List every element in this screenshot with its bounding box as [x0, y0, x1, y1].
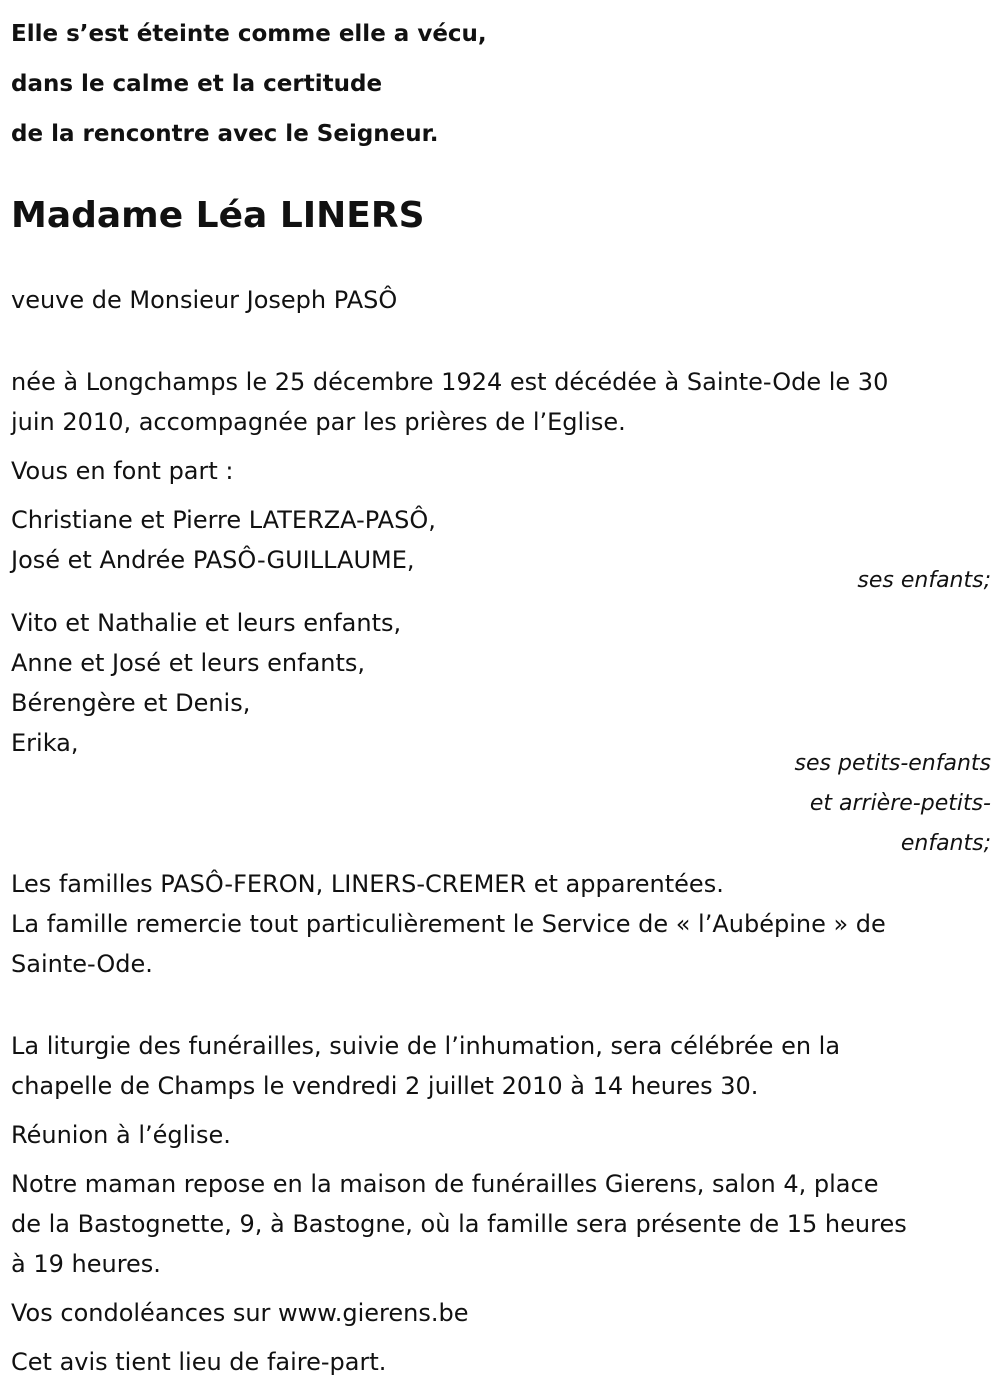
birth-death-line-2: juin 2010, accompagnée par les prières de l’Eglise. [11, 408, 626, 436]
thanks-paragraph [11, 904, 991, 984]
birth-death-paragraph [11, 362, 991, 442]
grandchildren-list [11, 603, 991, 763]
widow-of-line: veuve de Monsieur Joseph PASÔ [11, 286, 398, 314]
resting-line-1: Notre maman repose en la maison de funérailles Gierens, salon 4, place [11, 1170, 879, 1198]
grandchild-entry: Vito et Nathalie et leurs enfants, [11, 609, 402, 637]
child-entry: Christiane et Pierre LATERZA-PASÔ, [11, 506, 436, 534]
obituary-notice [11, 0, 991, 1382]
verse-line-3: de la rencontre avec le Seigneur. [11, 121, 439, 147]
liturgy-line-1: La liturgie des funérailles, suivie de l’inhumation, sera célébrée en la [11, 1032, 841, 1060]
families-line: Les familles PASÔ-FERON, LINERS-CREMER et apparentées. [11, 870, 724, 898]
children-role-label: ses enfants; [857, 568, 991, 593]
grandchildren-role-line-3: enfants; [900, 831, 991, 856]
liturgy-line-2: chapelle de Champs le vendredi 2 juillet 2010 à 14 heures 30. [11, 1072, 759, 1100]
grandchild-entry: Erika, [11, 729, 79, 757]
grandchildren-role-line-2: et arrière-petits- [809, 791, 991, 816]
birth-death-line-1: née à Longchamps le 25 décembre 1924 est décédée à Sainte-Ode le 30 [11, 368, 889, 396]
grandchild-entry: Bérengère et Denis, [11, 689, 251, 717]
meeting-line: Réunion à l’église. [11, 1121, 231, 1149]
condolences-line: Vos condoléances sur www.gierens.be [11, 1299, 469, 1327]
resting-paragraph [11, 1164, 991, 1284]
verse-line-2: dans le calme et la certitude [11, 71, 383, 97]
grandchild-entry: Anne et José et leurs enfants, [11, 649, 366, 677]
announce-line: Vous en font part : [11, 457, 234, 485]
deceased-name: Madame Léa LINERS [11, 195, 425, 236]
grandchildren-role-label [11, 744, 991, 864]
notice-line: Cet avis tient lieu de faire-part. [11, 1348, 387, 1376]
opening-verse [11, 9, 991, 159]
resting-line-3: à 19 heures. [11, 1250, 161, 1278]
liturgy-paragraph [11, 1026, 991, 1106]
verse-line-1: Elle s’est éteinte comme elle a vécu, [11, 21, 487, 47]
thanks-line-2: Sainte-Ode. [11, 950, 153, 978]
grandchildren-role-line-1: ses petits-enfants [794, 751, 991, 776]
child-entry: José et Andrée PASÔ-GUILLAUME, [11, 546, 415, 574]
thanks-line-1: La famille remercie tout particulièrement le Service de « l’Aubépine » de [11, 910, 886, 938]
resting-line-2: de la Bastognette, 9, à Bastogne, où la famille sera présente de 15 heures [11, 1210, 907, 1238]
